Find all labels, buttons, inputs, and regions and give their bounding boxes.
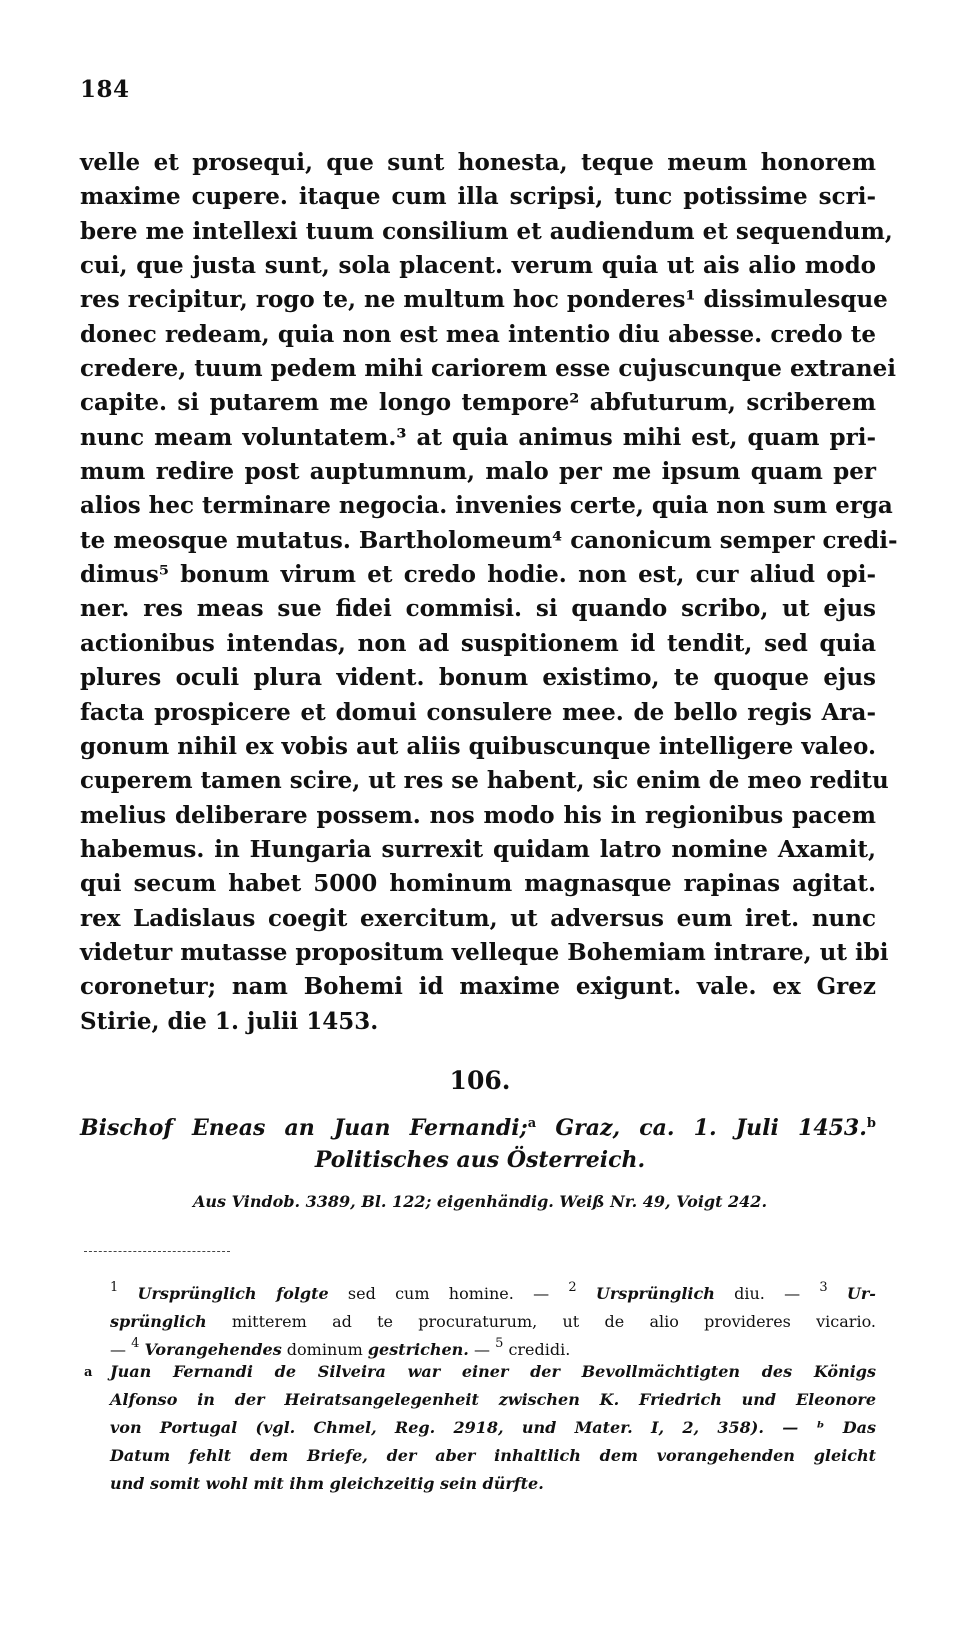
body-line: credere, tuum pedem mihi cariorem esse cujuscunque extranei <box>80 355 897 383</box>
footnote-label: sprünglich <box>110 1312 207 1331</box>
annotation-line: Juan Fernandi de Silveira war einer der Bevollmächtigten des Königs <box>110 1362 876 1381</box>
footnote-label: Vorangehendes <box>144 1340 282 1359</box>
footnote-line-1 <box>110 1280 876 1308</box>
body-line: dimus⁵ bonum virum et credo hodie. non est, cur aliud opi- <box>80 561 876 589</box>
page-number: 184 <box>80 76 130 103</box>
body-line: res recipitur, rogo te, ne multum hoc ponderes¹ dissimulesque <box>80 286 888 314</box>
letter-number: 106. <box>449 1066 511 1095</box>
heading-line-1 <box>80 1112 876 1144</box>
footnote-divider <box>84 1251 230 1252</box>
footnote-text: mitterem ad te procuraturum, ut de alio provideres vicario. <box>231 1312 877 1331</box>
footnote-number: 2 <box>568 1280 577 1296</box>
body-line: gonum nihil ex vobis aut aliis quibuscunque intelligere valeo. <box>80 732 876 760</box>
body-line: cui, que justa sunt, sola placent. verum quia ut ais alio modo <box>80 252 876 280</box>
footnote-marker-a: a <box>527 1116 537 1132</box>
annotation-line: und somit wohl mit ihm gleichzeitig sein dürfte. <box>110 1474 544 1493</box>
footnote-text: sed cum homine. — <box>347 1284 550 1303</box>
body-line: videtur mutasse propositum velleque Bohemiam intrare, ut ibi <box>80 938 889 966</box>
body-line: te meosque mutatus. Bartholomeum⁴ canonicum semper credi- <box>80 526 898 554</box>
body-line: donec redeam, quia non est mea intentio diu abesse. credo te <box>80 320 876 348</box>
body-line: qui secum habet 5000 hominum magnasque rapinas agitat. <box>80 870 876 898</box>
letter-body <box>80 146 898 1039</box>
footnote-text: diu. — <box>734 1284 801 1303</box>
body-line: maxime cupere. itaque cum illa scripsi, tunc potissime scri- <box>80 183 876 211</box>
body-line: capite. si putarem me longo tempore² abfuturum, scriberem <box>80 389 876 417</box>
footnote-line-2 <box>110 1308 876 1336</box>
annotation-line: Datum fehlt dem Briefe, der aber inhaltlich dem vorangehenden gleicht <box>110 1446 876 1465</box>
heading-addressee: Bischof Eneas an Juan Fernandi; <box>80 1115 528 1141</box>
heading-place-date: Graz, ca. 1. Juli 1453. <box>555 1115 867 1141</box>
body-line: actionibus intendas, non ad suspitionem id tendit, sed quia <box>80 629 876 657</box>
footnote-number: 5 <box>495 1336 504 1352</box>
heading-line-2: Politisches aus Österreich. <box>314 1147 646 1173</box>
body-line: habemus. in Hungaria surrexit quidam latro nomine Axamit, <box>80 835 876 863</box>
annotation-marker: a <box>84 1365 93 1380</box>
footnote-separator: — <box>110 1340 126 1359</box>
body-line: cuperem tamen scire, ut res se habent, sic enim de meo reditu <box>80 767 889 795</box>
footnote-text: credidi. <box>508 1340 571 1359</box>
footnote-label: Ur- <box>846 1284 876 1303</box>
letter-heading <box>0 1112 960 1176</box>
source-note: Aus Vindob. 3389, Bl. 122; eigenhändig. Weiß Nr. 49, Voigt 242. <box>192 1192 768 1211</box>
footnote-number: 4 <box>131 1336 140 1352</box>
annotation-line: Alfonso in der Heiratsangelegenheit zwischen K. Friedrich und Eleonore <box>110 1390 876 1409</box>
footnotes <box>110 1280 876 1364</box>
body-line: alios hec terminare negocia. invenies certe, quia non sum erga <box>80 492 893 520</box>
body-line: bere me intellexi tuum consilium et audiendum et sequendum, <box>80 217 893 245</box>
body-line: ner. res meas sue fidei commisi. si quando scribo, ut ejus <box>80 595 876 623</box>
annotation-line: von Portugal (vgl. Chmel, Reg. 2918, und Mater. I, 2, 358). — ᵇ Das <box>110 1418 876 1437</box>
body-line: rex Ladislaus coegit exercitum, ut adversus eum iret. nunc <box>80 904 876 932</box>
footnote-number: 1 <box>110 1280 119 1296</box>
footnote-number: 3 <box>819 1280 828 1296</box>
body-line: coronetur; nam Bohemi id maxime exigunt. vale. ex Grez <box>80 973 876 1001</box>
body-line: nunc meam voluntatem.³ at quia animus mihi est, quam pri- <box>80 423 876 451</box>
footnote-text: dominum <box>286 1340 363 1359</box>
body-line: facta prospicere et domui consulere mee. de bello regis Ara- <box>80 698 876 726</box>
body-line: Stirie, die 1. julii 1453. <box>80 1007 379 1035</box>
body-line: melius deliberare possem. nos modo his in regionibus pacem <box>80 801 876 829</box>
editorial-annotation <box>110 1358 876 1498</box>
body-line: velle et prosequi, que sunt honesta, teque meum honorem <box>80 149 876 176</box>
footnote-label: gestrichen. <box>367 1340 469 1359</box>
body-line: mum redire post auptumnum, malo per me ipsum quam per <box>80 458 876 486</box>
footnote-marker-b: b <box>866 1116 876 1132</box>
footnote-label: Ursprünglich folgte <box>137 1284 329 1303</box>
footnote-separator: — <box>473 1340 490 1359</box>
footnote-label: Ursprünglich <box>595 1284 715 1303</box>
body-line: plures oculi plura vident. bonum existimo, te quoque ejus <box>80 664 876 692</box>
